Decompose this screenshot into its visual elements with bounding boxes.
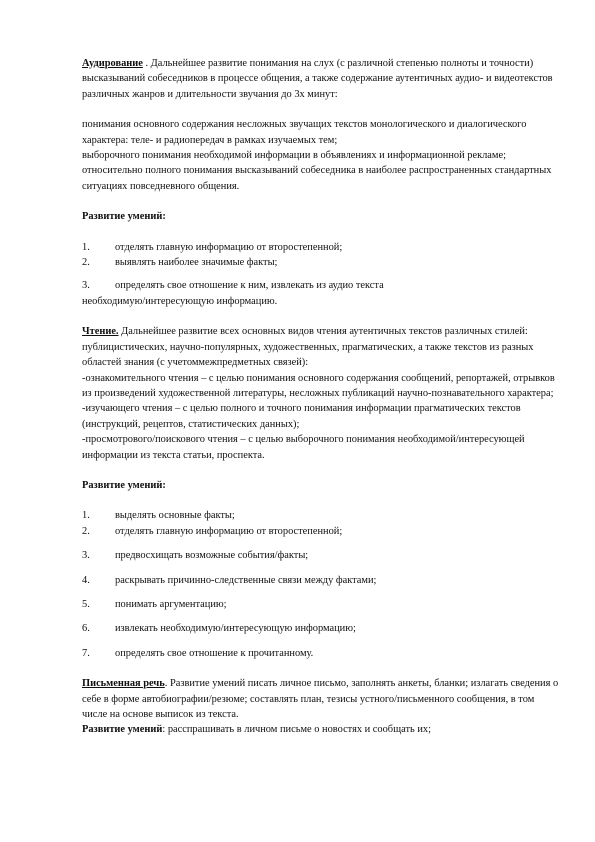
listening-line: относительно полного понимания высказываний собеседника в наиболее распространенных стандартных ситуациях повседневного общения. bbox=[82, 165, 552, 192]
reading-line: -ознакомительного чтения – с целью понимания основного содержания сообщений, репортажей, отрывков из произведений художественной литературы, несложных публикаций научно-познавательного характера; bbox=[82, 372, 555, 399]
listening-line: выборочного понимания необходимой информации в объявлениях и информационной рекламе; bbox=[82, 150, 506, 162]
writing-heading: Письменная речь bbox=[82, 678, 165, 690]
listening-skills-heading: Развитие умений: bbox=[82, 211, 166, 223]
list-item: 7. определять свое отношение к прочитанному. bbox=[82, 647, 314, 659]
list-item: 2. выявлять наиболее значимые факты; bbox=[82, 257, 278, 269]
reading-line: -просмотрового/поискового чтения – с целью выборочного понимания необходимой/интересующей информации из текста статьи, проспекта. bbox=[82, 434, 525, 461]
list-item: 5. понимать аргументацию; bbox=[82, 598, 227, 610]
reading-intro: Чтение. Дальнейшее развитие всех основных видов чтения аутентичных текстов различных стилей: публицистических, научно-популярных, художественных, прагматических, а также текстов из разных областей знания (с учетоммежпредметных связей): bbox=[82, 326, 534, 369]
reading-line: -изучающего чтения – с целью полного и точного понимания информации прагматических текстов (инструкций, рецептов, статистических данных); bbox=[82, 403, 521, 430]
reading-heading: Чтение. bbox=[82, 326, 119, 338]
list-item: 6. извлекать необходимую/интересующую информацию; bbox=[82, 623, 356, 635]
list-item: 3. определять свое отношение к ним, извлекать из аудио текста bbox=[82, 280, 384, 292]
list-item: 3. предвосхищать возможные события/факты; bbox=[82, 550, 309, 562]
list-item: 4. раскрывать причинно-следственные связи между фактами; bbox=[82, 574, 377, 586]
writing-intro: Письменная речь. Развитие умений писать личное письмо, заполнять анкеты, бланки; излагать сведения о себе в форме автобиографии/резюме; составлять план, тезисы устного/письменного сообщения, в том числе на основе выписок из текста. bbox=[82, 678, 559, 720]
list-item: 2. отделять главную информацию от второстепенной; bbox=[82, 525, 343, 537]
writing-skills: Развитие умений: расспрашивать в личном письме о новостях и сообщать их; bbox=[82, 724, 431, 736]
listening-intro: Аудирование . Дальнейшее развитие понимания на слух (с различной степенью полноты и точности) высказываний собеседников в процессе общения, а также содержание аутентичных аудио- и видеотекстов различных жанров и длительности звучания до 3х минут: bbox=[82, 58, 553, 100]
list-item: 1. выделять основные факты; bbox=[82, 510, 235, 522]
reading-skills-heading: Развитие умений: bbox=[82, 479, 166, 491]
writing-skills-heading: Развитие умений bbox=[82, 724, 163, 736]
list-item: 1. отделять главную информацию от второстепенной; bbox=[82, 241, 343, 253]
listening-skills-tail: необходимую/интересующую информацию. bbox=[82, 295, 278, 307]
document-page bbox=[82, 56, 560, 738]
listening-heading: Аудирование bbox=[82, 58, 143, 69]
listening-line: понимания основного содержания несложных звучащих текстов монологического и диалогического характера: теле- и радиопередач в рамках изучаемых тем; bbox=[82, 119, 527, 146]
